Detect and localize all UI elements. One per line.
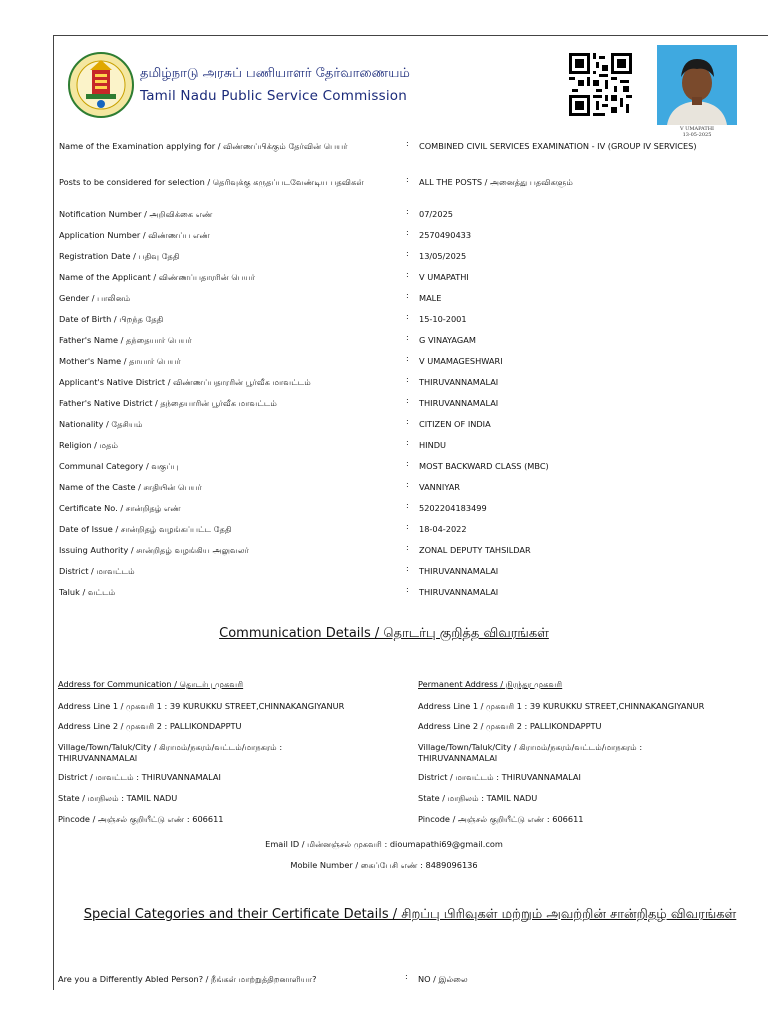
detail-colon: : <box>406 332 409 342</box>
comm-address-line1: Address Line 1 / முகவரி 1 : 39 KURUKKU STREET,CHINNAKANGIYANUR <box>58 701 345 711</box>
detail-label: Mother's Name / தாயார் பெயர் <box>59 356 181 366</box>
detail-value: 13/05/2025 <box>419 251 467 261</box>
detail-value: 5202204183499 <box>419 503 487 513</box>
detail-label: Communal Category / வகுப்பு <box>59 461 179 471</box>
detail-value: VANNIYAR <box>419 482 460 492</box>
detail-value: THIRUVANNAMALAI <box>419 377 499 387</box>
detail-value: MALE <box>419 293 442 303</box>
detail-value: THIRUVANNAMALAI <box>419 587 499 597</box>
detail-label: Issuing Authority / சான்றிதழ் வழங்கிய அலுவலர் <box>59 545 249 555</box>
header <box>54 36 768 138</box>
detail-value: THIRUVANNAMALAI <box>419 566 499 576</box>
detail-label: Name of the Caste / சாதியின் பெயர் <box>59 482 202 492</box>
communication-section-title: Communication Details / தொடர்பு குறித்த விவரங்கள் <box>219 626 549 641</box>
detail-colon: : <box>406 353 409 363</box>
special-categories-title: Special Categories and their Certificate Details / சிறப்பு பிரிவுகள் மற்றும் அவற்றின் சான்றிதழ் விவரங்கள் <box>83 907 737 922</box>
detail-label: Notification Number / அறிவிக்கை எண் <box>59 209 213 219</box>
detail-colon: : <box>406 227 409 237</box>
mobile-line: Mobile Number / கைப்பேசி எண் : 8489096136 <box>290 860 478 870</box>
detail-value: ALL THE POSTS / அனைத்து பதவிகளும் <box>419 177 573 187</box>
email-line: Email ID / மின்னஞ்சல் முகவரி : dioumapathi69@gmail.com <box>265 839 503 849</box>
perm-address-line1: Address Line 1 / முகவரி 1 : 39 KURUKKU STREET,CHINNAKANGIYANUR <box>418 701 705 711</box>
detail-label: Applicant's Native District / விண்ணப்பதாரரின் பூர்வீக மாவட்டம் <box>59 377 311 387</box>
detail-value: 2570490433 <box>419 230 472 240</box>
detail-colon: : <box>406 500 409 510</box>
detail-colon: : <box>406 206 409 216</box>
org-name-tamil: தமிழ்நாடு அரசுப் பணியாளர் தேர்வாணையம் <box>140 66 410 81</box>
perm-address-village: Village/Town/Taluk/City / கிராமம்/நகரம்/வட்டம்/மாநகரம் : THIRUVANNAMALAI <box>418 742 643 763</box>
detail-colon: : <box>406 374 409 384</box>
detail-label: Taluk / வட்டம் <box>59 587 116 597</box>
detail-colon: : <box>406 395 409 405</box>
comm-address-line2: Address Line 2 / முகவரி 2 : PALLIKONDAPPTU <box>58 721 242 731</box>
detail-label: District / மாவட்டம் <box>59 566 135 576</box>
detail-value: ZONAL DEPUTY TAHSILDAR <box>419 545 531 555</box>
detail-label: Certificate No. / சான்றிதழ் எண் <box>59 503 181 513</box>
detail-label: Posts to be considered for selection / தெரிவுக்கு கருதப்படவேண்டிய பதவிகள் <box>59 177 364 187</box>
detail-label: Date of Birth / பிறந்த தேதி <box>59 314 164 324</box>
detail-colon: : <box>406 248 409 258</box>
detail-colon: : <box>406 563 409 573</box>
detail-label: Gender / பாலினம் <box>59 293 131 303</box>
communication-address <box>58 679 358 690</box>
perm-address-state: State / மாநிலம் : TAMIL NADU <box>418 793 538 803</box>
detail-label: Name of the Applicant / விண்ணப்பதாரரின் பெயர் <box>59 272 256 282</box>
detail-label: Father's Native District / தந்தையாரின் பூர்வீக மாவட்டம் <box>59 398 277 408</box>
detail-colon: : <box>406 416 409 426</box>
detail-value: THIRUVANNAMALAI <box>419 398 499 408</box>
detail-colon: : <box>406 290 409 300</box>
detail-colon: : <box>406 138 409 148</box>
detail-colon: : <box>406 437 409 447</box>
detail-label: Registration Date / பதிவு தேதி <box>59 251 180 261</box>
detail-colon: : <box>406 521 409 531</box>
detail-colon: : <box>406 542 409 552</box>
detail-value: MOST BACKWARD CLASS (MBC) <box>419 461 549 471</box>
qr-code-icon <box>569 53 632 116</box>
comm-address-pincode: Pincode / அஞ்சல் குறியீட்டு எண் : 606611 <box>58 814 224 824</box>
comm-address-district: District / மாவட்டம் : THIRUVANNAMALAI <box>58 772 221 782</box>
detail-label: Name of the Examination applying for / விண்ணப்பிக்கும் தேர்வின் பெயர் <box>59 141 348 151</box>
comm-address-village: Village/Town/Taluk/City / கிராமம்/நகரம்/வட்டம்/மாநகரம் : THIRUVANNAMALAI <box>58 742 283 763</box>
detail-label: Application Number / விண்ணப்ப எண் <box>59 230 210 240</box>
tnpsc-emblem-icon <box>68 52 134 118</box>
detail-label: Father's Name / தந்தையார் பெயர் <box>59 335 192 345</box>
perm-address-district: District / மாவட்டம் : THIRUVANNAMALAI <box>418 772 581 782</box>
detail-colon: : <box>406 584 409 594</box>
perm-address-line2: Address Line 2 / முகவரி 2 : PALLIKONDAPPTU <box>418 721 602 731</box>
perm-address-pincode: Pincode / அஞ்சல் குறியீட்டு எண் : 606611 <box>418 814 584 824</box>
detail-value: 07/2025 <box>419 209 454 219</box>
detail-value: 15-10-2001 <box>419 314 467 324</box>
applicant-photo <box>657 45 737 125</box>
detail-value: V UMAPATHI <box>419 272 469 282</box>
permanent-address-heading: Permanent Address / நிரந்தர முகவரி <box>418 679 563 689</box>
comm-address-state: State / மாநிலம் : TAMIL NADU <box>58 793 178 803</box>
detail-value: G VINAYAGAM <box>419 335 476 345</box>
detail-value: NO / இல்லை <box>418 974 468 984</box>
communication-address-heading: Address for Communication / தொடர்பு முகவரி <box>58 679 244 689</box>
detail-colon: : <box>406 479 409 489</box>
detail-value: HINDU <box>419 440 446 450</box>
detail-colon: : <box>405 971 408 981</box>
detail-value: COMBINED CIVIL SERVICES EXAMINATION - IV (GROUP IV SERVICES) <box>419 141 697 151</box>
photo-name: V UMAPATHI <box>679 126 715 132</box>
detail-label: Date of Issue / சான்றிதழ் வழங்கப்பட்ட தேதி <box>59 524 232 534</box>
detail-colon: : <box>406 269 409 279</box>
photo-caption <box>657 126 737 138</box>
detail-colon: : <box>406 458 409 468</box>
detail-value: V UMAMAGESHWARI <box>419 356 503 366</box>
detail-value: CITIZEN OF INDIA <box>419 419 491 429</box>
org-name-english: Tamil Nadu Public Service Commission <box>140 88 408 104</box>
detail-colon: : <box>406 311 409 321</box>
detail-value: 18-04-2022 <box>419 524 467 534</box>
detail-label: Nationality / தேசியம் <box>59 419 143 429</box>
detail-label: Religion / மதம் <box>59 440 119 450</box>
detail-colon: : <box>406 174 409 184</box>
permanent-address <box>418 679 718 690</box>
photo-date: 13-05-2025 <box>682 132 712 138</box>
detail-label: Are you a Differently Abled Person? / நீங்கள் மாற்றுத்திறனாளியா? <box>58 974 317 984</box>
